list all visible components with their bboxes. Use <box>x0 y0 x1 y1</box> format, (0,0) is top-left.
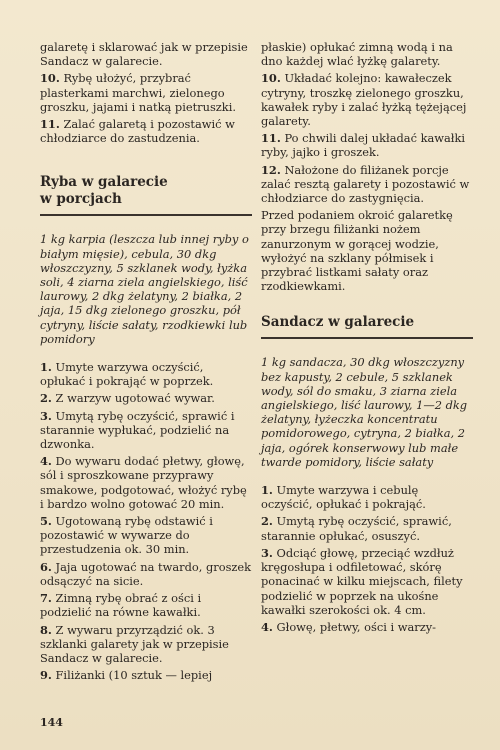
serving-note: Przed podaniem okroić galaretkę przy brzegu filiżanki nożem zanurzonym w gorącej wodzie, wyłożyć na szklany półmisek i przybrać listkami sałaty oraz rzodkiewkami. <box>261 208 453 294</box>
step-1: 1. Umyte warzywa i cebulę oczyścić, opłukać i pokrająć. <box>261 483 426 512</box>
step-4: 4. Głowę, płetwy, ości i warzy- <box>261 619 437 634</box>
step-number: 11. <box>40 117 60 132</box>
continued-text: płaskie) opłukać zimną wodą i na dno każdej wlać łyżkę galarety. <box>261 40 453 69</box>
step-11 <box>40 117 252 145</box>
ingredients-list: 1 kg karpia (leszcza lub innej ryby o białym mięsie), cebula, 30 dkg włoszczyzny, 5 szklanek wody, łyżka soli, 4 ziarna ziela angielskiego, liść laurowy, 2 dkg żelatyny, 2 białka, 2 jaja, 15 dkg zielonego groszku, pół cytryny, liście sałaty, rzodkiewki lub pomidory <box>40 232 249 346</box>
step-5: 5. Ugotowaną rybę odstawić i pozostawić w wywarze do przestudzenia ok. 30 min. <box>40 514 213 557</box>
step-8: 8. Z wywaru przyrządzić ok. 3 szklanki galarety jak w przepisie Sandacz w galarecie. <box>40 622 229 665</box>
step-7: 7. Zimną rybę obrać z ości i podzielić na równe kawałki. <box>40 591 202 620</box>
step-10 <box>40 71 252 114</box>
recipe-title-ryba: Ryba w galarecie w porcjach <box>40 174 168 208</box>
step-1: 1. Umyte warzywa oczyścić, opłukać i pokrająć w poprzek. <box>40 360 214 389</box>
step-12: 12. Nałożone do filiżanek porcje zalać resztą galarety i pozostawić w chłodziarce do zastygnięcia. <box>261 162 470 206</box>
right-column <box>261 40 473 637</box>
step-number: 10. <box>40 71 60 86</box>
left-column <box>40 40 252 685</box>
step-3: 3. Odciąć głowę, przeciąć wzdłuż kręgosłupa i odfiletować, skórę ponacinać w kilku miejscach, filety podzielić w poprzek na ukośne kawałki szerokości ok. 4 cm. <box>261 545 463 617</box>
recipe-title-sandacz: Sandacz w galarecie <box>261 314 415 331</box>
step-4: 4. Do wywaru dodać płetwy, głowę, sól i sproszkowane przyprawy smakowe, podgotować, włożyć rybę i bardzo wolno gotować 20 min. <box>40 454 247 511</box>
step-2: 2. Umytą rybę oczyścić, sprawić, starannie opłukać, osuszyć. <box>261 514 452 543</box>
title-rule <box>261 337 473 339</box>
step-text: Zalać galaretą i pozostawić w chłodziarce do zastudzenia. <box>40 117 235 146</box>
step-text: Rybę ułożyć, przybrać plasterkami marchwi, zielonego groszku, jajami i natką pietruszki. <box>40 71 236 114</box>
ingredients-list: 1 kg sandacza, 30 dkg włoszczyzny bez kapusty, 2 cebule, 5 szklanek wody, sól do smaku, 3 ziarna ziela angielskiego, liść laurowy, 1—2 dkg żelatyny, łyżeczka koncentratu pomidorowego, cytryna, 2 białka, 2 jaja, ogórek konserwowy lub małe twarde pomidory, liście sałaty <box>261 355 468 469</box>
title-rule <box>40 214 252 216</box>
step-6: 6. Jaja ugotować na twardo, groszek odsączyć na sicie. <box>40 559 252 588</box>
page-number: 144 <box>40 716 63 729</box>
step-10: 10. Układać kolejno: kawałeczek cytryny, troszkę zielonego groszku, kawałek ryby i zalać łyżką tężejącej galarety. <box>261 71 467 129</box>
step-2: 2. Z warzyw ugotować wywar. <box>40 391 215 406</box>
continued-text: galaretę i sklarować jak w przepisie Sandacz w galarecie. <box>40 40 248 69</box>
step-11: 11. Po chwili dalej układać kawałki ryby, jajko i groszek. <box>261 131 466 160</box>
step-9: 9. Filiżanki (10 sztuk — lepiej <box>40 668 213 683</box>
step-3: 3. Umytą rybę oczyścić, sprawić i starannie wypłukać, podzielić na dzwonka. <box>40 408 235 452</box>
